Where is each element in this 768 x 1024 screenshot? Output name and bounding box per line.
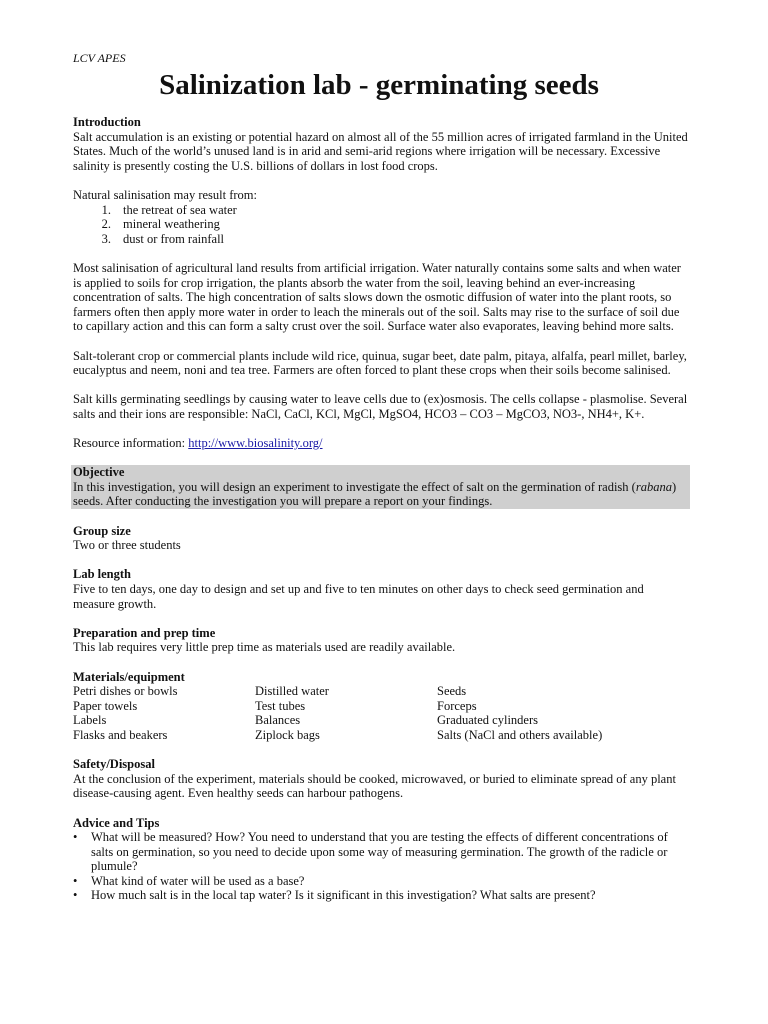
tip-text: What kind of water will be used as a base? [91, 873, 305, 888]
advice-list [73, 830, 688, 903]
resource-label: Resource information: [73, 436, 186, 451]
objective-box [71, 465, 690, 509]
materials-table [73, 684, 688, 742]
group-size-heading: Group size [73, 523, 131, 538]
page-title: Salinization lab - germinating seeds [159, 69, 599, 101]
material-item: Forceps [437, 698, 477, 713]
list-number: 3. [101, 231, 111, 246]
list-item [73, 232, 688, 247]
introduction-paragraph-3: Salt-tolerant crop or commercial plants include wild rice, quinua, sugar beet, date palm, pitaya, alfalfa, pearl millet, barley, eucalyptus and neem, noni and tea tree. Farmers are often forced to plant these crops when their soils become salinised. [73, 348, 687, 378]
course-label: LCV APES [73, 51, 126, 65]
list-item [73, 830, 688, 874]
material-item: Balances [255, 713, 301, 728]
prep-time-text: This lab requires very little prep time as materials used are readily available. [73, 640, 456, 655]
document-body [73, 115, 688, 903]
safety-text: At the conclusion of the experiment, materials should be cooked, microwaved, or buried to eliminate spread of any plant disease-causing agent. Even healthy seeds can harbour pathogens. [73, 771, 676, 801]
introduction-heading: Introduction [73, 115, 141, 129]
list-number: 2. [101, 217, 111, 232]
material-item: Ziplock bags [255, 727, 320, 742]
list-text: mineral weathering [123, 217, 220, 232]
material-item: Paper towels [73, 698, 138, 713]
material-item: Flasks and beakers [73, 727, 168, 742]
resource-link[interactable]: http://www.biosalinity.org/ [188, 436, 323, 451]
objective-heading: Objective [73, 465, 125, 480]
lab-length-heading: Lab length [73, 567, 132, 582]
objective-species-name: rabana [635, 479, 672, 494]
bullet-icon: • [73, 830, 78, 845]
bullet-icon: • [73, 888, 78, 903]
prep-time-heading: Preparation and prep time [73, 625, 216, 640]
resource-line [73, 436, 688, 451]
material-item: Petri dishes or bowls [73, 684, 178, 699]
material-item: Labels [73, 713, 107, 728]
list-item [73, 203, 688, 218]
material-item: Test tubes [255, 698, 306, 713]
material-item: Graduated cylinders [437, 713, 539, 728]
list-item [73, 217, 688, 232]
group-size-text: Two or three students [73, 538, 181, 553]
safety-heading: Safety/Disposal [73, 757, 155, 772]
lab-length-text: Five to ten days, one day to design and set up and five to ten minutes on other days to check seed germination and measure growth. [73, 582, 644, 611]
natural-salinisation-intro: Natural salinisation may result from: [73, 187, 257, 202]
introduction-paragraph-1: Salt accumulation is an existing or potential hazard on almost all of the 55 million acres of irrigated farmland in the United States. Much of the world’s unused land is in arid and semi-arid regions where irrigation will be necessary. Excessive salinity is presently costing the U.S. billions of dollars in lost food crops. [73, 129, 688, 173]
tip-text: How much salt is in the local tap water? Is it significant in this investigation? What salts are present? [91, 888, 596, 903]
list-item [73, 888, 688, 903]
objective-text-part: In this investigation, you will design an experiment to investigate the effect of salt on the germination of radish ( [73, 479, 636, 494]
tip-text: What will be measured? How? You need to understand that you are testing the effects of different concentrations of salts on germination, so you need to decide upon some way of measuring germination. The growth of the radicle or plumule? [91, 830, 668, 874]
advice-heading: Advice and Tips [73, 815, 160, 830]
material-item: Seeds [437, 684, 467, 699]
materials-heading: Materials/equipment [73, 669, 185, 684]
natural-salinisation-list [73, 203, 688, 247]
list-number: 1. [101, 202, 111, 217]
introduction-paragraph-2: Most salinisation of agricultural land results from artificial irrigation. Water naturally contains some salts and when water is applied to soils for crop irrigation, the plants absorb the water from the soil, leaving behind an ever-increasing concentration of salts. The high concentration of salts slows down the osmotic diffusion of water into the plant roots, so farmers often then apply more water in order to leach the minerals out of the soil. Salts may rise to the surface of soil due to capillary action and this can form a salty crust over the soil. Surface water also evaporates, leaving behind more salts. [73, 260, 681, 334]
list-text: the retreat of sea water [123, 202, 237, 217]
objective-text-part: ) seeds. After conducting the investigation you will prepare a report on your findings. [73, 479, 677, 509]
material-item: Salts (NaCl and others available) [437, 727, 603, 742]
introduction-paragraph-4: Salt kills germinating seedlings by causing water to leave cells due to (ex)osmosis. The cells collapse - plasmolise. Several salts and their ions are responsible: NaCl, CaCl, KCl, MgCl, MgSO4, HCO3 – CO3 – MgCO3, NO3-, NH4+, K+. [73, 392, 688, 421]
objective-text [73, 480, 690, 509]
list-item [73, 874, 688, 889]
material-item: Distilled water [255, 684, 329, 699]
list-text: dust or from rainfall [123, 231, 225, 246]
bullet-icon: • [73, 873, 78, 888]
